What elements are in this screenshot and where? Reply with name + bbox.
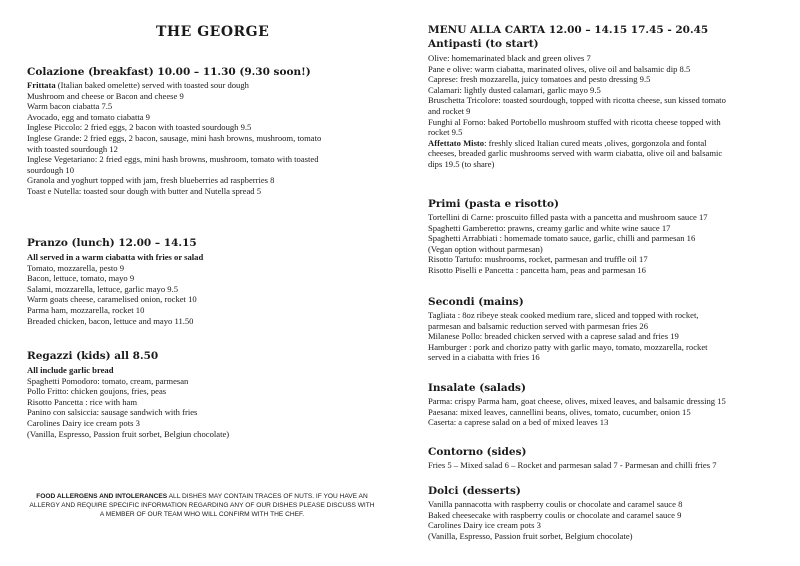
colazione-heading: Colazione (breakfast) 10.00 – 11.30 (9.30 soon!)	[27, 66, 311, 78]
menu-line-text: Risotto Tartufo: mushrooms, rocket, parmesan and truffle oil 17	[428, 254, 648, 265]
contorno-list	[428, 460, 778, 471]
menu-line-text: Inglese Piccolo: 2 fried eggs, 2 bacon with toasted sourdough 9.5	[27, 122, 252, 133]
primi-heading: Primi (pasta e risotto)	[428, 198, 559, 210]
menu-line	[428, 310, 778, 321]
menu-line-text: Salami, mozzarella, lettuce, garlic mayo 9.5	[27, 283, 179, 294]
menu-line	[428, 254, 778, 265]
menu-line-text: Caprese: fresh mozzarella, juicy tomatoes and pesto dressing 9.5	[428, 74, 651, 85]
menu-line-label: All include garlic bread	[27, 365, 114, 375]
menu-line	[27, 80, 372, 91]
menu-line-text: with toasted sourdough 12	[27, 143, 118, 154]
menu-line-text: Warm goats cheese, caramelised onion, rocket 10	[27, 294, 197, 305]
secondi-list	[428, 310, 778, 363]
menu-line-text: Bruschetta Tricolore: toasted sourdough, topped with ricotta cheese, sun kissed tomato	[428, 95, 726, 106]
menu-line	[428, 352, 778, 363]
menu-line-text: Mushroom and cheese or Bacon and cheese 9	[27, 90, 184, 101]
menu-line	[27, 305, 372, 316]
menu-line-text: (Vegan option without parmesan)	[428, 243, 543, 254]
menu-line-text: Spaghetti Pomodoro: tomato, cream, parmesan	[27, 375, 189, 386]
menu-line	[27, 165, 372, 176]
menu-line	[428, 53, 778, 64]
menu-line-text: and rocket 9	[428, 105, 471, 116]
menu-alla-carta-heading: MENU ALLA CARTA 12.00 – 14.15 17.45 - 20.45	[428, 24, 709, 36]
menu-line	[428, 74, 778, 85]
menu-line	[27, 376, 372, 387]
menu-line-text: Hamburger : pork and chorizo patty with garlic mayo, tomato, mozzarella, rocket	[428, 341, 708, 352]
menu-line	[27, 175, 372, 186]
insalate-list	[428, 396, 778, 428]
menu-line	[27, 252, 372, 263]
menu-line-text: Avocado, egg and tomato ciabatta 9	[27, 111, 150, 122]
menu-line	[27, 407, 372, 418]
regazzi-heading: Regazzi (kids) all 8.50	[27, 350, 159, 362]
menu-line	[428, 520, 778, 531]
menu-line-text: Inglese Vegetariano: 2 fried eggs, mini hash browns, mushroom, tomato with toasted	[27, 154, 319, 165]
menu-line-text: Risotto Piselli e Pancetta : pancetta ham, peas and parmesan 16	[428, 264, 646, 275]
menu-line	[428, 148, 778, 159]
menu-line-text: Bacon, lettuce, tomato, mayo 9	[27, 273, 135, 284]
menu-line	[428, 417, 778, 428]
menu-line-text: Tomato, mozzarella, pesto 9	[27, 262, 124, 273]
menu-line	[27, 316, 372, 327]
menu-line-text: dips 19.5 (to share)	[428, 158, 495, 169]
dolci-heading: Dolci (desserts)	[428, 485, 521, 497]
menu-line-text: Granola and yoghurt topped with jam, fresh blueberries ad raspberries 8	[27, 175, 275, 186]
menu-line-text: Paesana: mixed leaves, cannellini beans, olives, tomato, cucumber, onion 15	[428, 406, 691, 417]
menu-line-text: Carolines Dairy ice cream pots 3	[428, 520, 541, 531]
menu-line-text: Pane e olive: warm ciabatta, marinated olives, olive oil and balsamic dip 8.5	[428, 63, 691, 74]
menu-line	[27, 154, 372, 165]
menu-line	[27, 144, 372, 155]
menu-line	[428, 138, 778, 149]
menu-line	[27, 122, 372, 133]
pranzo-heading: Pranzo (lunch) 12.00 – 14.15	[27, 237, 197, 249]
menu-line	[428, 117, 778, 128]
menu-line-text: rocket 9.5	[428, 127, 463, 138]
menu-line-text: Warm bacon ciabatta 7.5	[27, 101, 113, 112]
menu-line	[428, 106, 778, 117]
insalate-heading: Insalate (salads)	[428, 382, 526, 394]
menu-line	[428, 223, 778, 234]
menu-line-text: sourdough 10	[27, 164, 75, 175]
menu-line-text: Pollo Fritto: chicken goujons, fries, peas	[27, 386, 167, 397]
menu-line-text: cheeses, breaded garlic mushrooms served with warm ciabatta, olive oil and balsamic	[428, 148, 723, 159]
menu-line	[27, 418, 372, 429]
allergy-notice-text: ALL DISHES MAY CONTAIN TRACES OF NUTS. IF YOU HAVE AN ALLERGY AND REQUIRE SPECIFIC INFORMATION REGARDING ANY OF OUR DISHES PLEASE DISCUSS WITH A MEMBER OF OUR TEAM WHO WILL CONFIRM WITH THE CHEF.	[29, 493, 375, 518]
menu-line	[428, 159, 778, 170]
menu-line	[428, 244, 778, 255]
menu-line	[428, 212, 778, 223]
menu-line-text: Olive: homemarinated black and green olives 7	[428, 53, 591, 63]
menu-line-text: served in a ciabatta with fries 16	[428, 352, 540, 363]
menu-line	[428, 396, 778, 407]
menu-line	[27, 101, 372, 112]
menu-line	[27, 294, 372, 305]
menu-line-text: Carolines Dairy ice cream pots 3	[27, 417, 140, 428]
menu-line-text: : freshly sliced Italian cured meats ,olives, gorgonzola and fontal	[484, 137, 707, 148]
allergy-notice-label: FOOD ALLERGENS AND INTOLERANCES	[36, 493, 168, 500]
menu-line	[27, 365, 372, 376]
menu-line	[27, 263, 372, 274]
menu-line	[428, 233, 778, 244]
menu-line	[428, 95, 778, 106]
pranzo-list	[27, 252, 372, 326]
menu-line-text: Spaghetti Gamberetto: prawns, creamy garlic and white wine sauce 17	[428, 222, 671, 233]
menu-line	[428, 460, 778, 471]
menu-line-label: All served in a warm ciabatta with fries or salad	[27, 252, 204, 262]
menu-line-text: Spaghetti Arrabbiati : homemade tomato sauce, garlic, chilli and parmesan 16	[428, 233, 696, 244]
menu-line	[428, 499, 778, 510]
menu-line	[428, 510, 778, 521]
menu-line-text: (Italian baked omelette) served with toasted sour dough	[55, 80, 249, 90]
secondi-heading: Secondi (mains)	[428, 296, 524, 308]
menu-line	[27, 386, 372, 397]
menu-line	[27, 91, 372, 102]
menu-line-label: Frittata	[27, 80, 56, 90]
menu-line	[428, 321, 778, 332]
menu-line-label: Affettato Misto	[428, 137, 485, 148]
primi-list	[428, 212, 778, 276]
allergy-notice	[28, 492, 376, 519]
menu-line-text: Tortellini di Carne: proscuito filled pasta with a pancetta and mushroom sauce 17	[428, 212, 708, 222]
menu-line-text: Breaded chicken, bacon, lettuce and mayo 11.50	[27, 315, 194, 326]
contorno-heading: Contorno (sides)	[428, 446, 527, 458]
menu-line-text: Tagliata : 8oz ribeye steak cooked medium rare, sliced and topped with rocket,	[428, 310, 699, 320]
menu-line	[428, 265, 778, 276]
menu-line-text: Parma ham, mozzarella, rocket 10	[27, 304, 145, 315]
antipasti-list	[428, 53, 778, 170]
menu-line-text: Panino con salsiccia: sausage sandwich with fries	[27, 407, 198, 418]
menu-line-text: Vanilla pannacotta with raspberry coulis or chocolate and caramel sauce 8	[428, 499, 683, 509]
menu-line-text: (Vanilla, Espresso, Passion fruit sorbet, Belgium chocolate)	[428, 530, 633, 541]
menu-line	[428, 127, 778, 138]
dolci-list	[428, 499, 778, 541]
menu-line-text: (Vanilla, Espresso, Passion fruit sorbet, Belgiun chocolate)	[27, 428, 230, 439]
menu-line	[428, 64, 778, 75]
menu-line	[27, 133, 372, 144]
menu-line	[428, 342, 778, 353]
menu-line	[27, 273, 372, 284]
menu-line	[428, 85, 778, 96]
restaurant-title: THE GEORGE	[156, 24, 270, 40]
menu-line-text: Fries 5 – Mixed salad 6 – Rocket and parmesan salad 7 - Parmesan and chilli fries 7	[428, 460, 717, 470]
menu-line	[27, 112, 372, 123]
menu-line	[27, 397, 372, 408]
menu-line-text: Parma: crispy Parma ham, goat cheese, olives, mixed leaves, and balsamic dressing 15	[428, 396, 726, 406]
menu-line-text: Funghi al Forno: baked Portobello mushroom stuffed with ricotta cheese topped with	[428, 116, 721, 127]
menu-line	[27, 186, 372, 197]
menu-line-text: Inglese Grande: 2 fried eggs, 2 bacon, sausage, mini hash browns, mushroom, tomato	[27, 132, 322, 143]
colazione-list	[27, 80, 372, 197]
menu-line-text: Risotto Pancetta : rice with ham	[27, 396, 138, 407]
menu-line	[428, 331, 778, 342]
regazzi-list	[27, 365, 372, 439]
menu-line-text: parmesan and balsamic reduction served with parmesan fries 26	[428, 320, 649, 331]
menu-line	[27, 429, 372, 440]
menu-line-text: Milanese Pollo: breaded chicken served with a caprese salad and fries 19	[428, 331, 679, 342]
menu-line-text: Calamari: lightly dusted calamari, garlic mayo 9.5	[428, 84, 601, 95]
menu-line	[428, 531, 778, 542]
menu-line-text: Caserta: a caprese salad on a bed of mixed leaves 13	[428, 417, 609, 428]
menu-line-text: Baked cheesecake with raspberry coulis or chocolate and caramel sauce 9	[428, 509, 682, 520]
antipasti-heading: Antipasti (to start)	[428, 38, 539, 50]
menu-line	[27, 284, 372, 295]
menu-line	[428, 407, 778, 418]
menu-line-text: Toast e Nutella: toasted sour dough with butter and Nutella spread 5	[27, 185, 261, 196]
